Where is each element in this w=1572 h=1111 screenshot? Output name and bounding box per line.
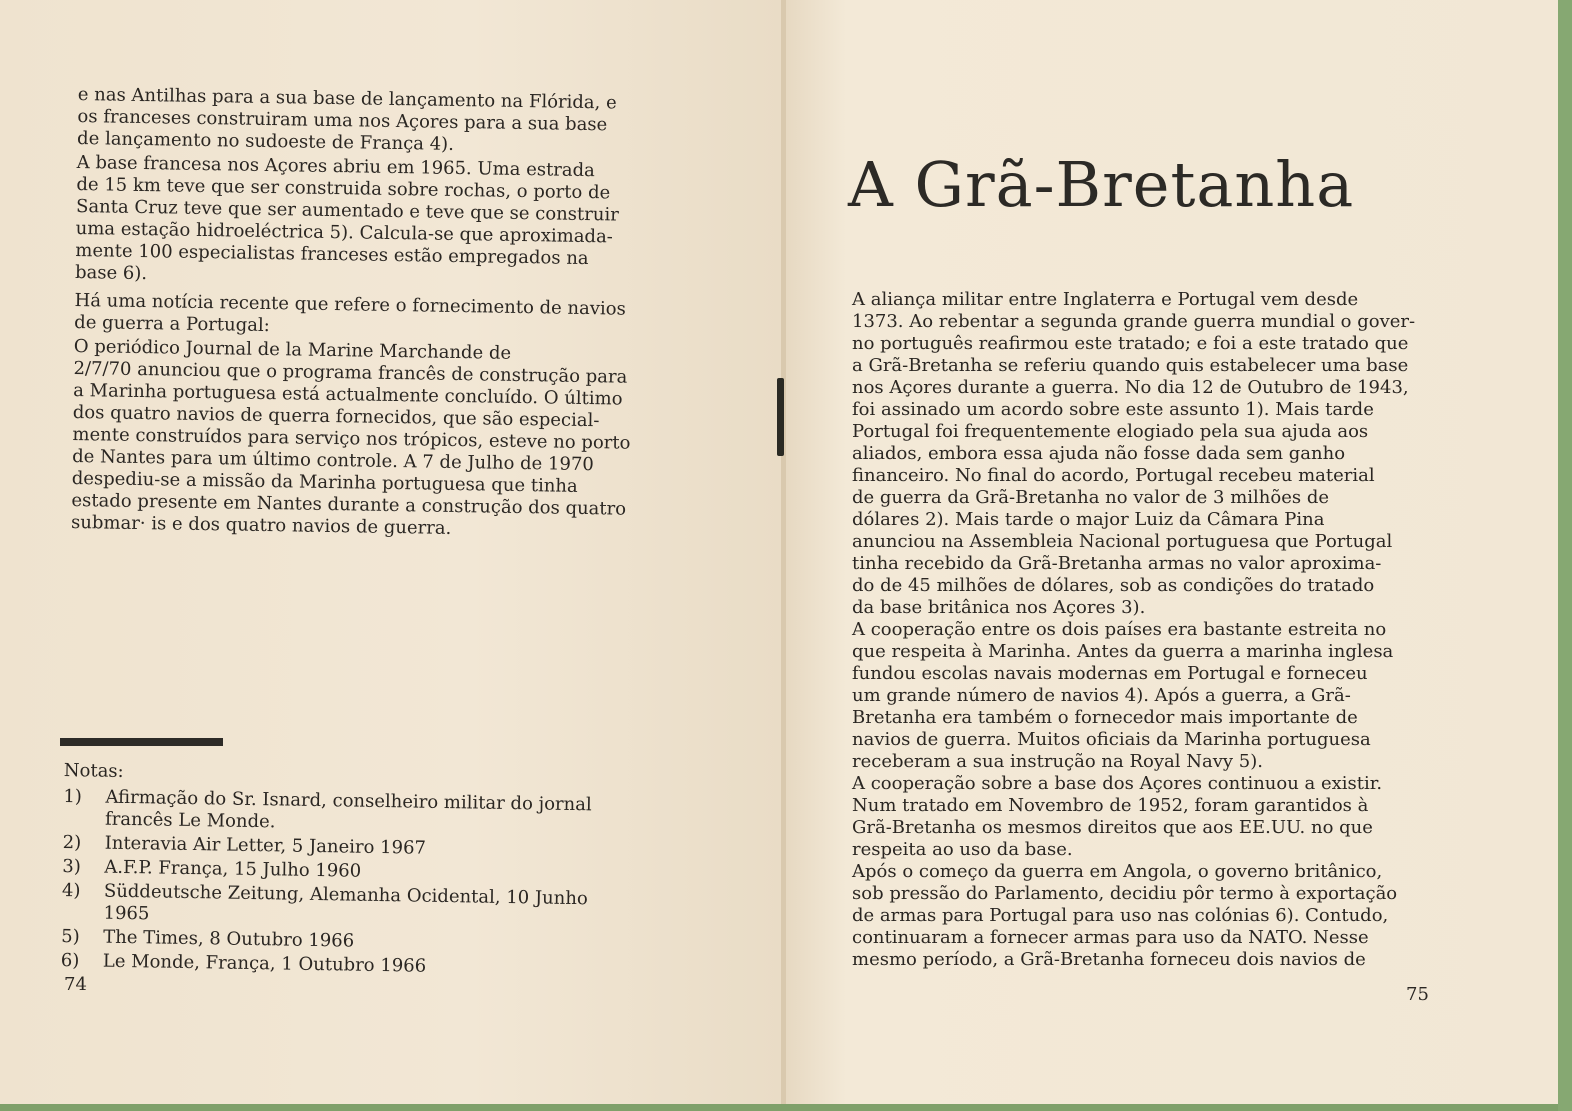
note-text: The Times, 8 Outubro 1966 xyxy=(103,926,355,952)
note-text: Süddeutsche Zeitung, Alemanha Ocidental, 10 Junho 1965 xyxy=(103,880,588,925)
note-number: 3) xyxy=(62,855,81,878)
page-number-left: 74 xyxy=(64,974,87,995)
notes-title: Notas: xyxy=(63,760,124,782)
note-number: 1) xyxy=(63,785,83,808)
note-number: 2) xyxy=(62,831,82,854)
paragraph: A base francesa nos Açores abriu em 1965. Uma estrada de 15 km teve que ser construida sobre rochas, o porto de Santa Cruz teve que ser aumentado e teve que se construir uma estação hidroeléctrica 5). Calcula-se que aproximada- mente 100 especialistas franceses estão empregados na base 6). xyxy=(74,151,619,285)
note-text: Interavia Air Letter, 5 Janeiro 1967 xyxy=(104,832,427,859)
cover-edge xyxy=(1558,0,1572,1111)
binding-mark xyxy=(777,378,784,456)
note-number: 4) xyxy=(61,879,81,902)
chapter-title: A Grã-Bretanha xyxy=(848,148,1355,221)
note-text: A.F.P. França, 15 Julho 1960 xyxy=(104,856,362,882)
paragraph: Após o começo da guerra em Angola, o governo britânico, sob pressão do Parlamento, decidiu pôr termo à exportação de armas para Portugal para uso nas colónias 6). Contudo, continuaram a fornecer armas para uso da NATO. Nesse mesmo período, a Grã-Bretanha forneceu dois navios de xyxy=(852,861,1398,970)
note-text: Le Monde, França, 1 Outubro 1966 xyxy=(102,950,427,977)
paragraph: A cooperação sobre a base dos Açores continuou a existir. Num tratado em Novembro de 1952, foram garantidos à Grã-Bretanha os mesmos direitos que aos EE.UU. no que respeita ao uso da base. xyxy=(852,773,1383,860)
paragraph: O periódico Journal de la Marine Marchande de 2/7/70 anunciou que o programa francês de construção para a Marinha portuguesa está actualmente concluído. O último dos quatro navios de querra fornecidos, que são especial- mente construídos para serviço nos trópicos, esteve no porto de Nantes para um último controle. A 7 de Julho de 1970 despediu-se a missão da Marinha portuguesa que tinha estado presente em Nantes durante a construção dos quatro submar· is e dos quatro navios de guerra. xyxy=(70,335,631,539)
notes-section xyxy=(61,760,664,983)
note-number: 6) xyxy=(60,949,80,972)
book-gutter xyxy=(781,0,786,1104)
paragraph: e nas Antilhas para a sua base de lançamento na Flórida, e os franceses construiram uma nos Açores para a sua base de lançamento no sudoeste de França 4). xyxy=(76,84,617,155)
right-page-body xyxy=(852,289,1462,971)
note-text: Afirmação do Sr. Isnard, conselheiro militar do jornal francês Le Monde. xyxy=(104,786,592,833)
notes-divider xyxy=(60,738,223,746)
note-number: 5) xyxy=(61,925,80,948)
left-page xyxy=(0,0,784,1104)
note-item xyxy=(63,786,664,839)
paragraph: A cooperação entre os dois países era bastante estreita no que respeita à Marinha. Antes da guerra a marinha inglesa fundou escolas navais modernas em Portugal e forneceu um grande número de navios 4). Após a guerra, a Grã- Bretanha era também o fornecedor mais importante de navios de guerra. Muitos oficiais da Marinha portuguesa receberam a sua instrução na Royal Navy 5). xyxy=(852,619,1394,772)
left-page-body xyxy=(71,84,678,545)
paragraph: Há uma notícia recente que refere o fornecimento de navios de guerra a Portugal: xyxy=(74,289,626,337)
note-item xyxy=(61,880,662,933)
paragraph: A aliança militar entre Inglaterra e Portugal vem desde 1373. Ao rebentar a segunda grande guerra mundial o gover- no português reafirmou este tratado; e foi a este tratado que a Grã-Bretanha se referiu quando quis estabelecer uma base nos Açores durante a guerra. No dia 12 de Outubro de 1943, foi assinado um acordo sobre este assunto 1). Mais tarde Portugal foi frequentemente elogiado pela sua ajuda aos aliados, embora essa ajuda não fosse dada sem ganho financeiro. No final do acordo, Portugal recebeu material de guerra da Grã-Bretanha no valor de 3 milhões de dólares 2). Mais tarde o major Luiz da Câmara Pina anunciou na Assembleia Nacional portuguesa que Portugal tinha recebido da Grã-Bretanha armas no valor aproxima- do de 45 milhões de dólares, sob as condições do tratado da base britânica nos Açores 3). xyxy=(852,289,1416,618)
page-number-right: 75 xyxy=(1406,984,1429,1005)
